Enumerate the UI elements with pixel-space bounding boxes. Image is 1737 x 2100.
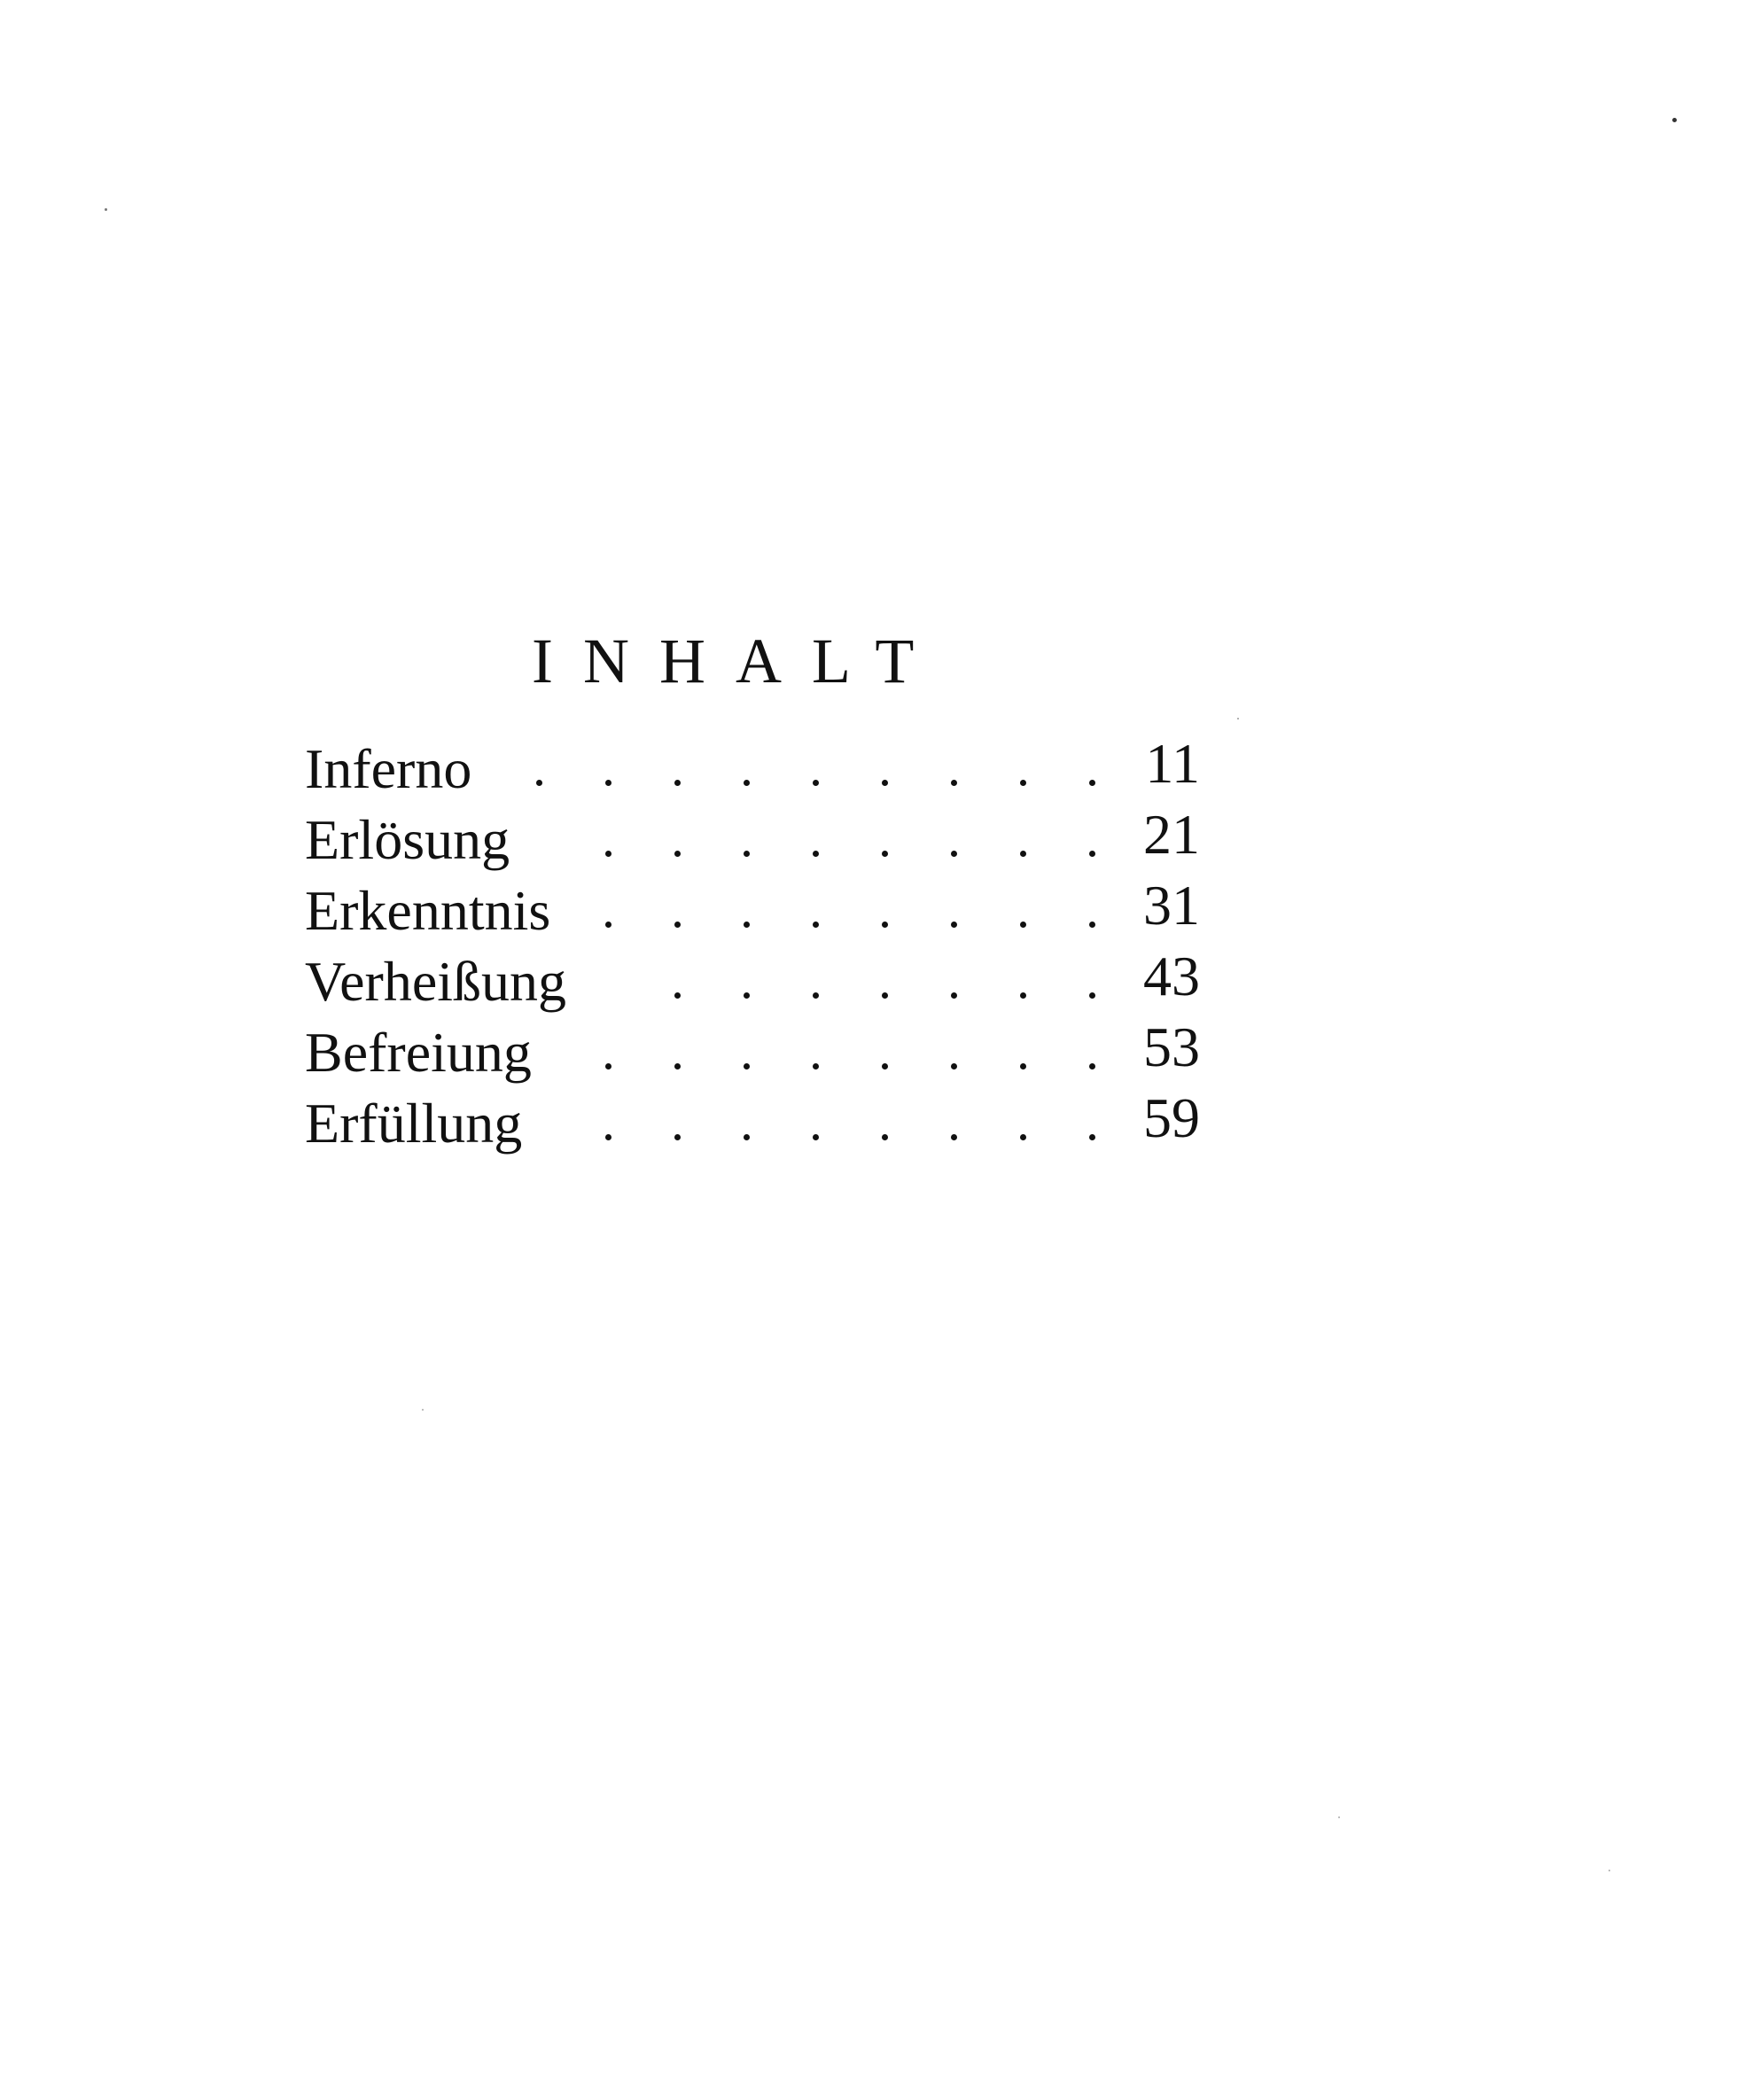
toc-entry-title: Erlösung — [305, 808, 510, 871]
scan-speck — [1608, 1870, 1610, 1871]
leader-dot — [1020, 1063, 1026, 1069]
toc-entry-page-number: 11 — [1145, 732, 1200, 795]
leader-dot — [605, 1134, 611, 1140]
leader-dot — [882, 922, 888, 928]
scan-speck — [1237, 718, 1239, 719]
scan-speck — [105, 208, 107, 211]
dot-leader — [305, 875, 1089, 946]
leader-dot — [813, 1063, 819, 1069]
leader-dot — [744, 922, 750, 928]
leader-dot — [674, 992, 681, 999]
leader-dot — [882, 992, 888, 999]
leader-dot — [674, 851, 681, 857]
toc-entry — [305, 946, 1200, 1017]
leader-dot — [882, 780, 888, 786]
leader-dot — [674, 922, 681, 928]
leader-dot — [882, 851, 888, 857]
leader-dot — [882, 1063, 888, 1069]
scan-speck — [1672, 118, 1677, 122]
leader-dot — [813, 780, 819, 786]
toc-entry-title: Erkenntnis — [305, 879, 551, 942]
dot-leader — [305, 1017, 1089, 1088]
toc-entry-title: Verheißung — [305, 950, 567, 1013]
leader-dot — [674, 780, 681, 786]
toc-entry-page-number: 59 — [1143, 1086, 1200, 1149]
dot-leader — [305, 805, 1089, 875]
table-of-contents — [305, 734, 1200, 1159]
leader-dot — [744, 992, 750, 999]
toc-entry-title: Inferno — [305, 737, 472, 800]
leader-dot — [744, 780, 750, 786]
leader-dot — [674, 1134, 681, 1140]
leader-dot — [744, 1063, 750, 1069]
leader-dot — [951, 1134, 957, 1140]
toc-entry — [305, 805, 1200, 875]
toc-entry — [305, 1017, 1200, 1088]
leader-dot — [813, 851, 819, 857]
leader-dot — [1020, 780, 1026, 786]
leader-dot — [882, 1134, 888, 1140]
leader-dot — [1089, 1134, 1095, 1140]
leader-dot — [1089, 780, 1095, 786]
toc-entry — [305, 734, 1200, 805]
scan-speck — [1338, 1816, 1340, 1818]
leader-dot — [605, 922, 611, 928]
leader-dot — [951, 1063, 957, 1069]
toc-entry-title: Befreiung — [305, 1021, 532, 1084]
leader-dot — [1020, 992, 1026, 999]
leader-dot — [951, 780, 957, 786]
toc-entry-page-number: 21 — [1143, 803, 1200, 866]
leader-dot — [951, 992, 957, 999]
leader-dot — [674, 1063, 681, 1069]
leader-dot — [1020, 1134, 1026, 1140]
leader-dot — [1089, 851, 1095, 857]
toc-heading: INHALT — [532, 626, 945, 696]
toc-entry-page-number: 53 — [1143, 1015, 1200, 1078]
leader-dot — [536, 780, 542, 786]
leader-dot — [1089, 922, 1095, 928]
leader-dot — [813, 1134, 819, 1140]
leader-dot — [605, 780, 611, 786]
dot-leader — [305, 734, 1089, 805]
leader-dot — [1020, 922, 1026, 928]
leader-dot — [605, 1063, 611, 1069]
leader-dot — [1020, 851, 1026, 857]
leader-dot — [744, 1134, 750, 1140]
toc-entry — [305, 875, 1200, 946]
scan-speck — [422, 1409, 424, 1411]
leader-dot — [951, 851, 957, 857]
leader-dot — [605, 851, 611, 857]
leader-dot — [744, 851, 750, 857]
leader-dot — [1089, 992, 1095, 999]
dot-leader — [305, 946, 1089, 1017]
toc-entry — [305, 1088, 1200, 1159]
toc-entry-page-number: 43 — [1143, 945, 1200, 1007]
toc-entry-page-number: 31 — [1143, 874, 1200, 937]
toc-entry-title: Erfüllung — [305, 1092, 523, 1155]
leader-dot — [1089, 1063, 1095, 1069]
leader-dot — [813, 922, 819, 928]
leader-dot — [951, 922, 957, 928]
dot-leader — [305, 1088, 1089, 1159]
leader-dot — [813, 992, 819, 999]
